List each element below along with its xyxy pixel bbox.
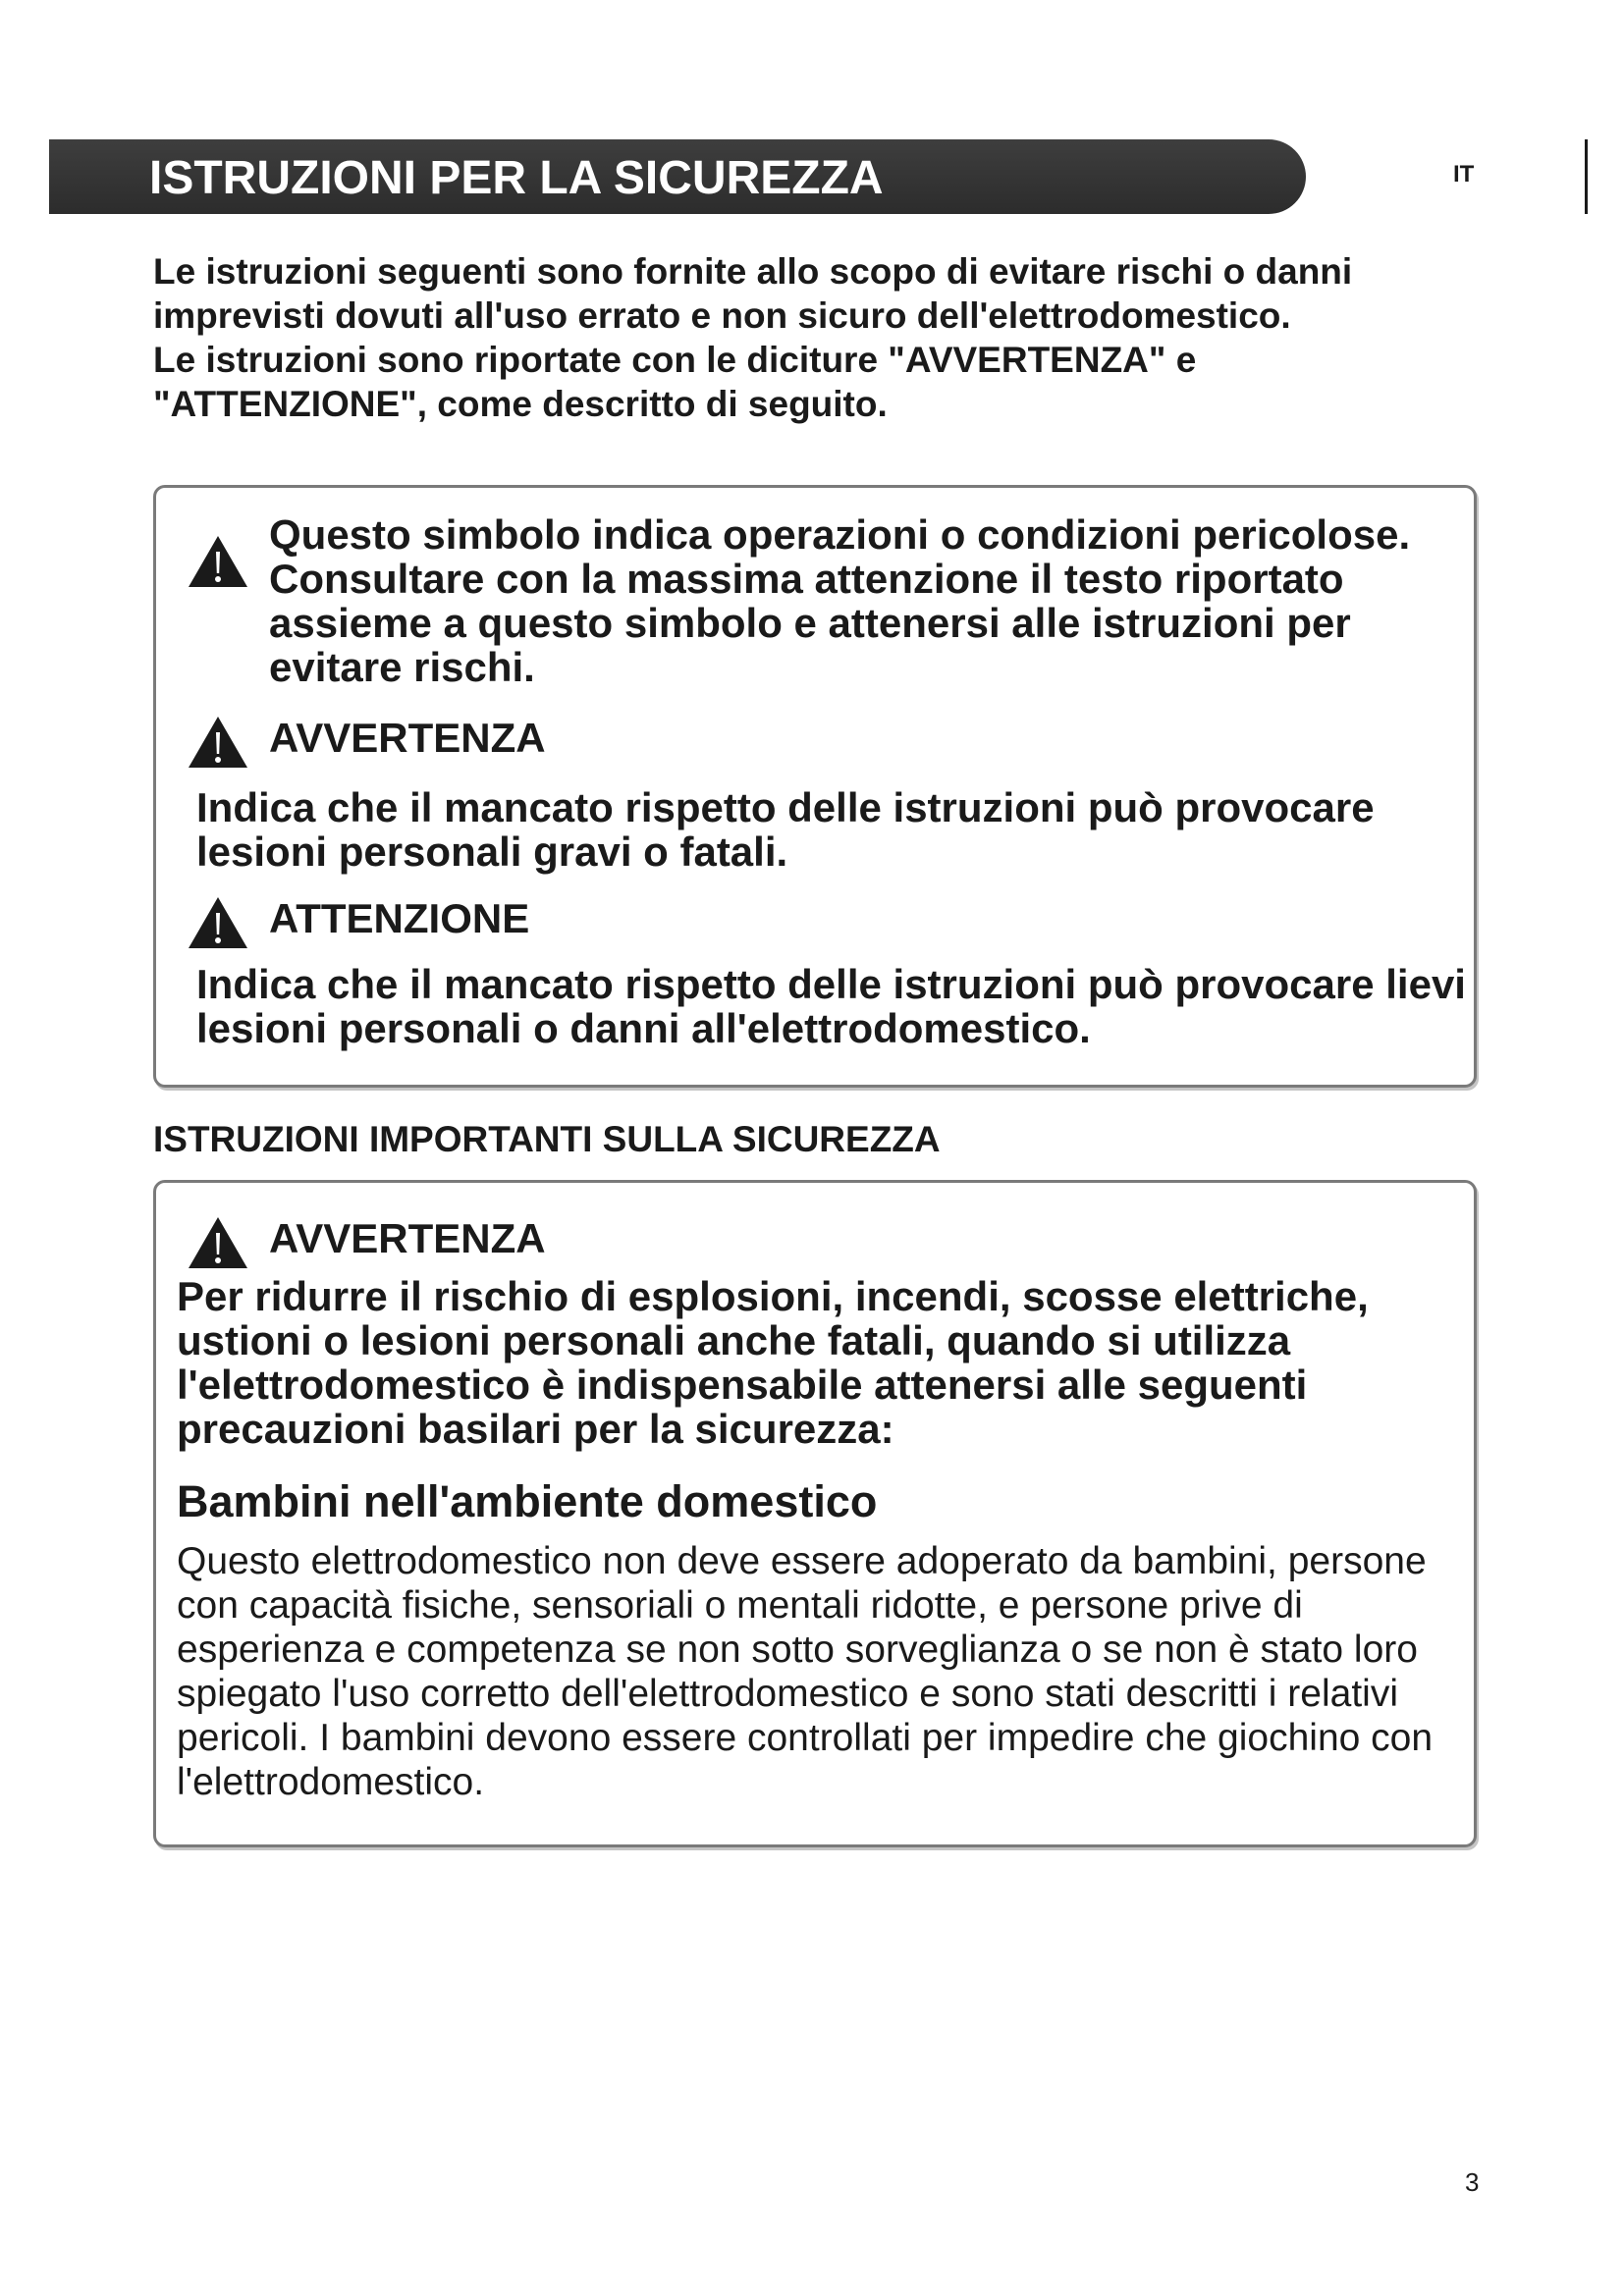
intro-text [153,249,1449,426]
children-subheading: Bambini nell'ambiente domestico [177,1476,878,1526]
caution-description: Indica che il mancato rispetto delle istruzioni può provocare lievi lesioni personali o danni all'elettrodomestico. [196,961,1466,1051]
warning-description: Indica che il mancato rispetto delle istruzioni può provocare lesioni personali gravi o fatali. [196,784,1375,875]
warning-triangle-icon [187,895,249,950]
warning-triangle-icon [187,534,249,589]
warning-label: AVVERTENZA [269,1215,546,1261]
language-code: IT [1453,161,1475,187]
warning-triangle-icon [187,1215,249,1270]
page-title: ISTRUZIONI PER LA SICUREZZA [149,152,884,204]
warning-precautions: Per ridurre il rischio di esplosioni, incendi, scosse elettriche, ustioni o lesioni personali anche fatali, quando si utilizza l'elettrodomestico è indispensabile attenersi alle seguenti precauzioni basilari per la sicurezza: [177,1273,1369,1452]
page-number: 3 [1465,2167,1480,2197]
intro-paragraph-2: Le istruzioni sono riportate con le diciture "AVVERTENZA" e "ATTENZIONE", come descritto di seguito. [153,340,1197,424]
caution-label: ATTENZIONE [269,895,530,941]
intro-paragraph-1: Le istruzioni seguenti sono fornite allo scopo di evitare rischi o danni imprevisti dovuti all'uso errato e non sicuro dell'elettrodomestico. [153,251,1353,336]
warning-triangle-icon [187,715,249,770]
section-heading: ISTRUZIONI IMPORTANTI SULLA SICUREZZA [153,1119,941,1159]
warning-label: AVVERTENZA [269,715,546,761]
side-rule [1585,139,1588,214]
children-body: Questo elettrodomestico non deve essere adoperato da bambini, persone con capacità fisiche, sensoriali o mentali ridotte, e persone prive di esperienza e competenza se non sotto sorveglianza o se non è stato loro spiegato l'uso corretto dell'elettrodomestico e sono stati descritti i relativi pericoli. I bambini devono essere controllati per impedire che giochino con l'elettrodomestico. [177,1540,1434,1803]
symbol-description: Questo simbolo indica operazioni o condizioni pericolose. Consultare con la massima attenzione il testo riportato assieme a questo simbolo e attenersi alle istruzioni per evitare rischi. [269,511,1411,690]
